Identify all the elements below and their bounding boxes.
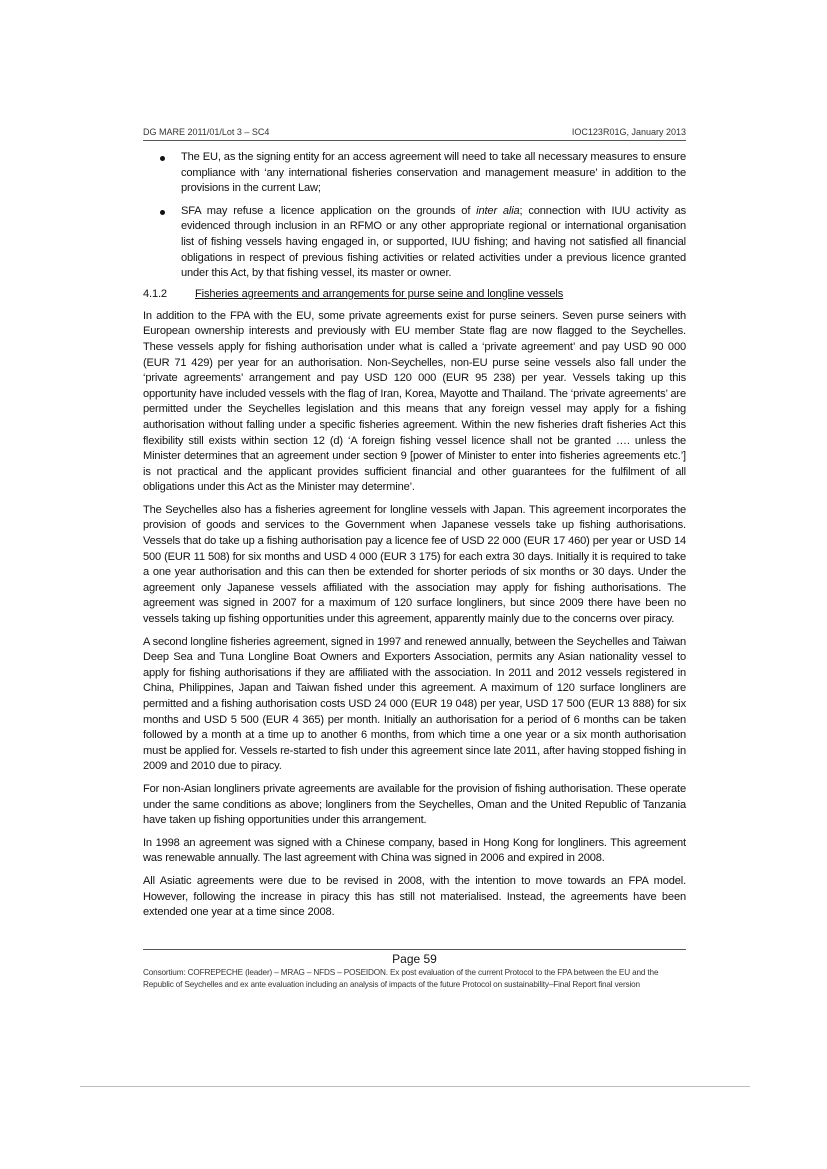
bullet-icon (160, 210, 165, 215)
page-number: Page 59 (392, 952, 437, 966)
body-paragraph: For non-Asian longliners private agreements are available for the provision of fishing authorisation. These operate under the same conditions as above; longliners from the Seychelles, Oman and the United Republic of Tanzania have taken up fishing opportunities under this arrangement. (143, 782, 686, 827)
inter-alia-emphasis: inter alia (476, 204, 520, 217)
section-title: Fisheries agreements and arrangements for purse seine and longline vessels (195, 287, 564, 300)
bullet-icon (160, 156, 165, 161)
body-paragraph: A second longline fisheries agreement, signed in 1997 and renewed annually, between the Seychelles and Taiwan Deep Sea and Tuna Longline Boat Owners and Exporters Association, permits any Asian nationality vessel to apply for fishing authorisations if they are affiliated with the association. In 2011 and 2012 vessels registered in China, Philippines, Japan and Taiwan fished under this agreement. A maximum of 120 surface longliners are permitted and a fishing authorisation costs USD 24 000 (EUR 19 048) per year, USD 17 500 (EUR 13 888) for six months and USD 5 500 (EUR 4 365) per month. Initially an authorisation for a period of 6 months can be taken followed by a month at a time up to another 6 months, from which time a one year or a six month authorisation must be applied for. Vessels re-started to fish under this agreement since late 2011, after having stopped fishing in 2009 and 2010 due to piracy. (143, 635, 686, 773)
footer-divider (143, 949, 686, 950)
body-paragraph: All Asiatic agreements were due to be revised in 2008, with the intention to move towards an FPA model. However, following the increase in piracy this has still not materialised. Instead, the agreements have been extended one year at a time since 2008. (143, 874, 686, 919)
bullet-text: SFA may refuse a licence application on the grounds of inter alia; connection with IUU activity as evidenced through inclusion in an RFMO or any other appropriate regional or international organisation list of fishing vessels having engaged in, or supported, IUU fishing; and having not satisfied all financial obligations in respect of previous fishing activities or related activities under a previous licence granted under this Act, by that fishing vessel, its master or owner. (181, 204, 686, 280)
footer-consortium-text: Consortium: COFREPECHE (leader) – MRAG – NFDS – POSEIDON. Ex post evaluation of the current Protocol to the FPA between the EU and the Republic of Seychelles and ex ante evaluation including an analysis of impacts of the future Protocol on sustainability–Final Report final version (143, 968, 659, 989)
page-bottom-divider (80, 1086, 750, 1087)
section-heading (143, 287, 686, 303)
bullet-item (143, 204, 686, 282)
header-divider (143, 140, 686, 141)
bullet-item (143, 150, 686, 197)
bullet-text: The EU, as the signing entity for an access agreement will need to take all necessary measures to ensure compliance with ‘any international fisheries conservation and management measure’ in addition to the provisions in the current Law; (181, 151, 686, 195)
section-number: 4.1.2 (143, 287, 167, 300)
page-body (143, 150, 686, 928)
header-left: DG MARE 2011/01/Lot 3 – SC4 (143, 127, 270, 137)
header-right: IOC123R01G, January 2013 (571, 127, 686, 137)
body-paragraph: In 1998 an agreement was signed with a Chinese company, based in Hong Kong for longliners. This agreement was renewable annually. The last agreement with China was signed in 2006 and expired in 2008. (143, 836, 686, 865)
bullet-list (143, 150, 686, 282)
body-paragraph: In addition to the FPA with the EU, some private agreements exist for purse seiners. Seven purse seiners with European ownership interests and previously with EU member State flag are now flagged to the Seychelles. These vessels apply for fishing authorisation under what is called a ‘private agreement’ and pay USD 90 000 (EUR 71 429) per year for an authorisation. Non-Seychelles, non-EU purse seine vessels also fall under the ‘private agreements’ arrangement and pay USD 120 000 (EUR 95 238) per year. Vessels taking up this opportunity have included vessels with the flag of Iran, Korea, Mayotte and Thailand. The ‘private agreements’ are permitted under the Seychelles legislation and this means that any foreign vessel may apply for a fishing authorisation without falling under a specific fisheries agreement. Within the new fisheries draft fisheries Act this flexibility still exists within section 12 (d) ‘A foreign fishing vessel licence shall not be granted …. unless the Minister determines that an agreement under section 9 [power of Minister to enter into fisheries agreements etc.’] is not practical and the applicant provides sufficient financial and other guarantees for the fulfilment of all obligations under this Act as the Minister may determine’. (143, 309, 686, 494)
body-paragraph: The Seychelles also has a fisheries agreement for longline vessels with Japan. This agreement incorporates the provision of goods and services to the Government when Japanese vessels take up fishing authorisations. Vessels that do take up a fishing authorisation pay a licence fee of USD 22 000 (EUR 17 460) per year or USD 14 500 (EUR 11 508) for six months and USD 4 000 (EUR 3 175) for each extra 30 days. Initially it is required to take a one year authorisation and this can then be extended for shorter periods of six months or 30 days. Under the agreement only Japanese vessels affiliated with the association may apply for fishing authorisations. The agreement was signed in 2007 for a maximum of 120 surface longliners, but since 2009 there have been no vessels taking up fishing opportunities under this agreement, apparently mainly due to the concerns over piracy. (143, 503, 686, 626)
